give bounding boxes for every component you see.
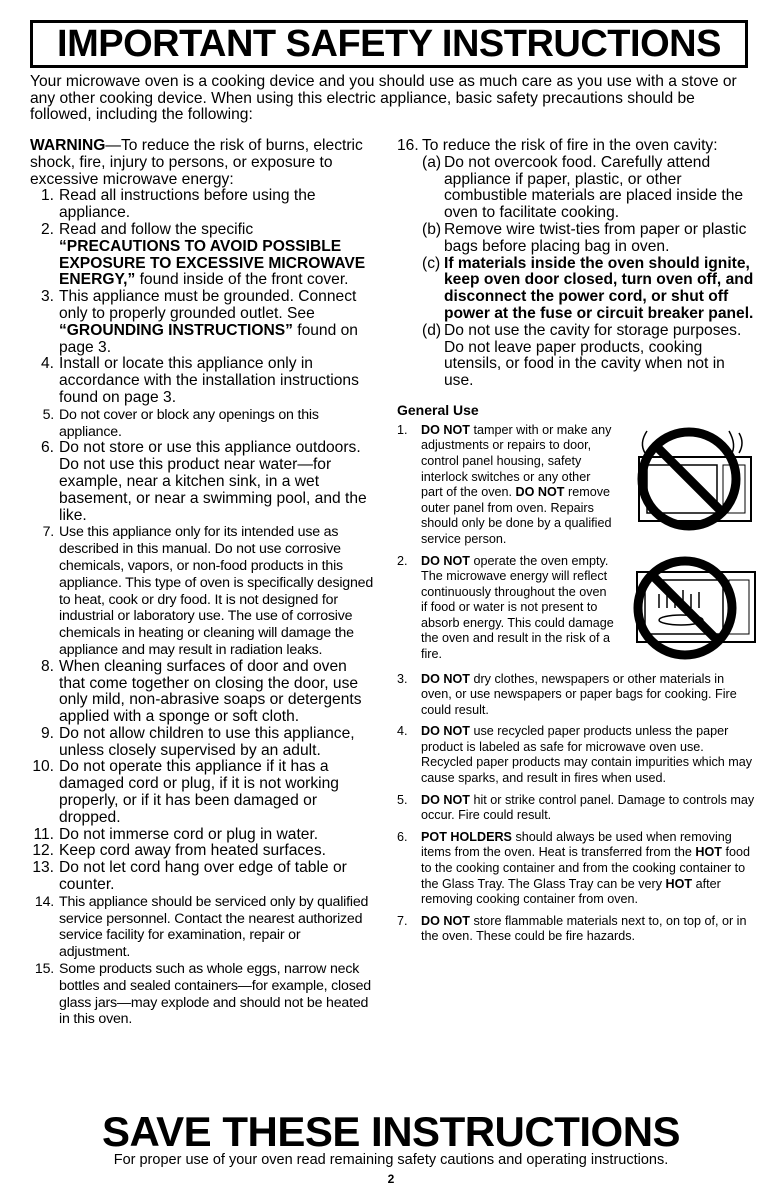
- item-num: 10.: [32, 758, 54, 776]
- item-text-part: remove outer panel from oven. Repairs should only be done by a qualified service person.: [421, 485, 612, 546]
- left-column: [30, 138, 375, 1028]
- list-item: [30, 843, 375, 860]
- sub-text: Remove wire twist-ties from paper or plastic bags before placing bag in oven.: [444, 220, 747, 255]
- right-column: [397, 138, 757, 951]
- item-num: 8.: [40, 657, 54, 675]
- sub-text: If materials inside the oven should ignite, keep oven door closed, turn oven off, and disconnect the power cord, or shut off power at the fuse or circuit breaker panel.: [444, 254, 754, 322]
- list-item: [30, 894, 375, 961]
- sub-item-d: [422, 323, 757, 390]
- item-text: Use this appliance only for its intended use as described in this manual. Do not use corrosive chemicals, vapors, or non-food products in this appliance. This type of oven is specifically designed to heat, cook or dry food. It is not designed for industrial or laboratory use. The use of corrosive chemicals in heating or cleaning will damage the appliance and may result in radiation leaks.: [59, 524, 374, 658]
- item-text-bold: “PRECAUTIONS TO AVOID POSSIBLE EXPOSURE TO EXCESSIVE MICROWAVE ENERGY,”: [59, 237, 366, 289]
- list-item: [30, 961, 375, 1028]
- item-text: [421, 423, 757, 548]
- list-item: [30, 726, 375, 760]
- item-text: [59, 222, 375, 289]
- item-text-post: found on page 3.: [59, 321, 358, 356]
- save-instructions-heading: SAVE THESE INSTRUCTIONS: [101, 1108, 681, 1155]
- item-bold: DO NOT: [421, 553, 470, 568]
- item16-intro: To reduce the risk of fire in the oven cavity:: [422, 137, 718, 154]
- list-item: [30, 289, 375, 356]
- item-bold: DO NOT: [421, 724, 470, 739]
- item-text-part: should always be used when removing items from the oven. Heat is transferred from the: [421, 829, 732, 860]
- general-use-title: General Use: [397, 401, 479, 418]
- warning-label: WARNING: [30, 137, 106, 154]
- title-box: [30, 20, 748, 68]
- list-item: [30, 827, 375, 844]
- warning: [30, 138, 375, 188]
- item-bold: DO NOT: [421, 671, 470, 686]
- item-num: 6.: [397, 829, 408, 844]
- item-bold: DO NOT: [515, 485, 565, 500]
- list-item: [30, 407, 375, 441]
- item-num: 16.: [397, 137, 419, 154]
- list-item: [30, 659, 375, 726]
- item-text: [421, 724, 757, 786]
- item-num: 15.: [34, 961, 54, 978]
- item-text: [421, 793, 757, 824]
- item-num: 13.: [32, 859, 54, 877]
- item-text: Do not immerse cord or plug in water.: [59, 825, 319, 843]
- item-text-part: food to the cooking container and from the cooking container to the Glass Tray. The Glass Tray can be very: [421, 845, 750, 891]
- item-text: Do not let cord hang over edge of table or counter.: [59, 859, 347, 894]
- item-bold: POT HOLDERS: [421, 829, 512, 844]
- item-num: 1.: [397, 422, 408, 437]
- item-num: 6.: [40, 439, 54, 457]
- item-text: Do not cover or block any openings on this appliance.: [59, 406, 319, 440]
- item-num: 9.: [40, 724, 54, 742]
- item-num: 2.: [397, 553, 408, 568]
- item-bold: HOT: [695, 845, 722, 860]
- item-text-part: after removing cooking container from oven.: [421, 876, 721, 907]
- item-bold: DO NOT: [421, 913, 470, 928]
- footer-note: For proper use of your oven read remaining safety cautions and operating instructions.: [113, 1152, 669, 1168]
- item-text: When cleaning surfaces of door and oven that come together on closing the door, use only mild, non-abrasive soaps or detergents applied with a sponge or soft cloth.: [59, 657, 362, 726]
- sub-label: (c): [422, 254, 441, 272]
- sub-label: (b): [422, 220, 442, 238]
- item-text: This appliance should be serviced only by qualified service personnel. Contact the nearest authorized service facility for examination, repair or adjustment.: [59, 893, 369, 961]
- item-text-part: Do not store or use this appliance outdoors.: [59, 439, 361, 457]
- item-bold: DO NOT: [421, 422, 470, 437]
- item-text-part: dry clothes, newspapers or other materials in oven, or use newspapers or paper bags for cooking. Fire could result.: [421, 671, 737, 717]
- list-item: [397, 914, 757, 945]
- no-tampering-icon: [619, 423, 757, 535]
- intro-paragraph: Your microwave oven is a cooking device and you should use as much care as you use with a stove or any other cooking device. When using this electric appliance, basic safety precautions should be followed, including the following:: [30, 73, 737, 123]
- item-num: 12.: [32, 842, 54, 860]
- item-bold: DO NOT: [421, 792, 470, 807]
- item-text-part: tamper with or make any adjustments or repairs to door, control panel housing, safety interlock switches or any other part of the oven.: [421, 422, 612, 500]
- item-text-part: Do not use this product near water—for example, near a kitchen sink, in a wet basement, or near a swimming pool, and the like.: [59, 456, 367, 524]
- warning-text: —To reduce the risk of burns, electric shock, fire, injury to persons, or exposure to excessive microwave energy:: [30, 137, 363, 188]
- item-text: Keep cord away from heated surfaces.: [59, 842, 326, 860]
- sub-text: Do not overcook food. Carefully attend appliance if paper, plastic, or other combustible materials are placed inside the oven to facilitate cooking.: [444, 153, 744, 222]
- item-text: Read all instructions before using the appliance.: [59, 187, 316, 222]
- item-num: 4.: [40, 355, 54, 373]
- list-item: [30, 356, 375, 406]
- item-num: 4.: [397, 724, 408, 739]
- item-num: 1.: [40, 187, 54, 205]
- item-num: 3.: [40, 288, 54, 306]
- item-text: Some products such as whole eggs, narrow neck bottles and sealed containers—for example, closed glass jars—may explode and should not be heated in this oven.: [59, 961, 371, 1028]
- item-text-bold: “GROUNDING INSTRUCTIONS”: [59, 321, 293, 339]
- item-num: 3.: [397, 671, 408, 686]
- item-bold: HOT: [665, 876, 693, 891]
- list-item: [30, 440, 375, 524]
- item-text: Install or locate this appliance only in accordance with the installation instructions found on page 3.: [59, 355, 359, 406]
- list-item: [397, 423, 757, 548]
- list-item: [30, 188, 375, 222]
- item-text: [421, 554, 757, 666]
- item-num: 7.: [42, 524, 54, 541]
- item-text: [421, 914, 757, 945]
- item-text: [421, 672, 757, 719]
- item-text: [59, 440, 375, 524]
- item-text: [422, 138, 757, 390]
- item-text: Do not allow children to use this appliance, unless closely supervised by an adult.: [59, 724, 355, 759]
- list-item: [30, 759, 375, 826]
- item-num: 5.: [397, 792, 408, 807]
- item-text-part: store flammable materials next to, on top of, or in the oven. These could be fire hazards.: [421, 913, 747, 944]
- sub-label: (a): [422, 153, 442, 171]
- list-item: [397, 793, 757, 824]
- no-empty-operation-icon: [619, 554, 757, 666]
- list-item: [397, 724, 757, 786]
- list-item: [397, 554, 757, 666]
- page-number: 2: [387, 1172, 395, 1186]
- general-use-list: [397, 423, 757, 945]
- list-item: [30, 222, 375, 289]
- item-num: 5.: [42, 406, 54, 423]
- item-text-pre: Read and follow the specific: [59, 220, 254, 238]
- item-text: [421, 830, 757, 908]
- sub-item-b: [422, 222, 757, 256]
- item-num: 11.: [33, 825, 54, 843]
- item-text-part: operate the oven empty. The microwave energy will reflect continuously throughout the oven if food or water is not present to absorb energy. This could damage the oven and result in the risk of a fire.: [421, 553, 614, 662]
- item-num: 14.: [34, 893, 54, 910]
- item-text: Do not operate this appliance if it has a damaged cord or plug, if it is not working properly, or if it has been damaged or dropped.: [59, 758, 339, 826]
- sub-text: Do not use the cavity for storage purposes. Do not leave paper products, cooking utensils, or food in the cavity when not in use.: [444, 321, 742, 390]
- list-item: [397, 672, 757, 719]
- item-num: 7.: [397, 913, 408, 928]
- list-item-16: [397, 138, 757, 390]
- item-num: 2.: [40, 220, 54, 238]
- item-text: [59, 289, 375, 356]
- list-item: [397, 830, 757, 908]
- item-text-pre: This appliance must be grounded. Connect only to properly grounded outlet. See: [59, 288, 357, 322]
- item-text-part: hit or strike control panel. Damage to controls may occur. Fire could result.: [421, 792, 755, 823]
- sub-label: (d): [422, 321, 442, 339]
- page-title: IMPORTANT SAFETY INSTRUCTIONS: [57, 23, 721, 65]
- list-item: [30, 524, 375, 658]
- item-text-post: found inside of the front cover.: [135, 271, 349, 289]
- sub-item-c: [422, 256, 757, 323]
- item-text-part: use recycled paper products unless the paper product is labeled as safe for microwave oven use. Recycled paper products may contain impurities which may cause sparks, and result in fires when used.: [421, 724, 753, 786]
- list-item: [30, 860, 375, 894]
- sub-item-a: [422, 155, 757, 222]
